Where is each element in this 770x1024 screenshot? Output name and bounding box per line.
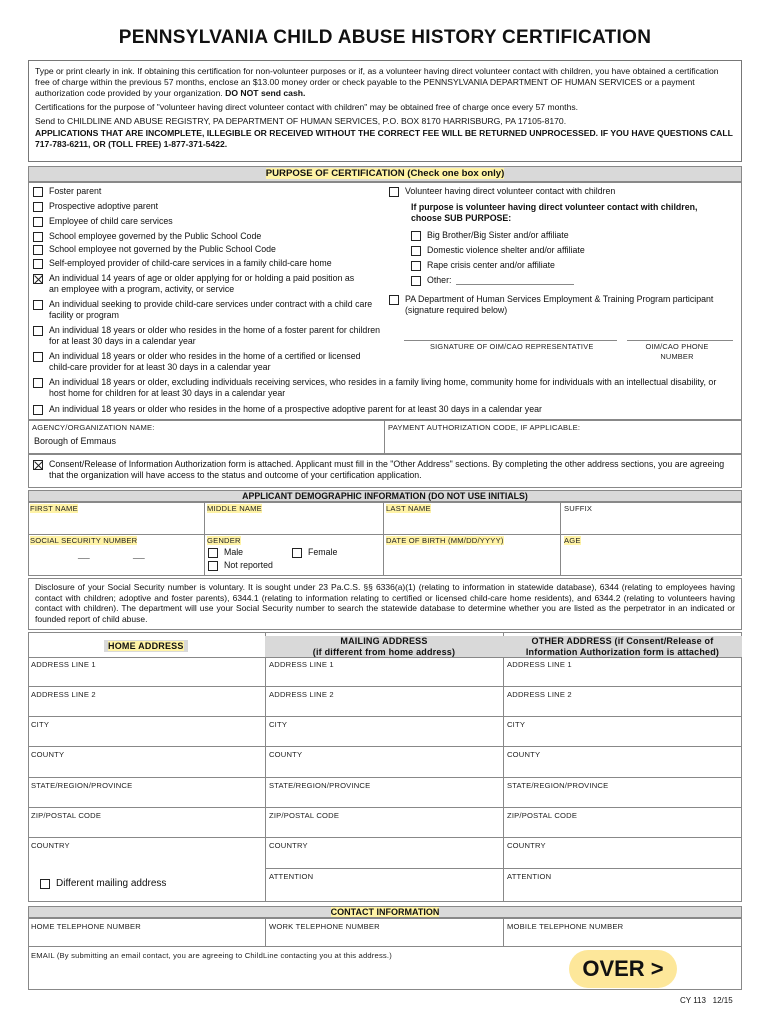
addr-line-f: [28, 807, 742, 808]
other-country[interactable]: COUNTRY: [507, 841, 546, 850]
checkbox[interactable]: [411, 276, 421, 286]
purpose-option-adoptive-resident[interactable]: An individual 18 years or older who resides in the home of a prospective adoptive parent for at least 30 days in a calendar year: [33, 404, 733, 415]
home-address-line-1[interactable]: ADDRESS LINE 1: [31, 660, 96, 669]
other-zip[interactable]: ZIP/POSTAL CODE: [507, 811, 578, 820]
mailing-address-line-2[interactable]: ADDRESS LINE 2: [269, 690, 334, 699]
checkbox[interactable]: [40, 879, 50, 889]
purpose-option-prospective-adoptive[interactable]: Prospective adoptive parent: [33, 201, 383, 212]
mailing-state[interactable]: STATE/REGION/PROVINCE: [269, 781, 371, 790]
checkbox[interactable]: [208, 548, 218, 558]
purpose-option-foster-parent[interactable]: Foster parent: [33, 186, 383, 197]
addr-line-e: [28, 777, 742, 778]
instructions-paragraph-2: Certifications for the purpose of "volunteer having direct volunteer contact with children" may be obtained free of charge once every 57 months.: [35, 102, 579, 112]
contact-col-2: [503, 918, 504, 946]
checkbox[interactable]: [208, 561, 218, 571]
instructions-paragraph-1: Type or print clearly in ink. If obtaining this certification for non-volunteer purposes or if, as a volunteer having direct volunteer contact with children, you have obtained a certification free of charge within the previous 57 months, enclose an $13.00 money order or check payable to the PENNSYLVANIA DEPARTMENT OF HUMAN SERVICES or a payment authorization code provided by your organization. DO NOT send cash.: [35, 66, 719, 98]
purpose-option-foster-resident[interactable]: An individual 18 years or older who resides in the home of a foster parent for children for at least 30 days in a calendar year: [33, 325, 383, 347]
checkbox[interactable]: [389, 187, 399, 197]
home-city[interactable]: CITY: [31, 720, 50, 729]
home-country[interactable]: COUNTRY: [31, 841, 70, 850]
contact-row-divider: [28, 946, 742, 947]
page-title: PENNSYLVANIA CHILD ABUSE HISTORY CERTIFICATION: [118, 27, 652, 48]
gender-male[interactable]: Male: [208, 547, 288, 558]
dob-label: DATE OF BIRTH (MM/DD/YYYY): [386, 536, 504, 545]
ssn-separator-2[interactable]: ___: [133, 552, 145, 559]
address-col-1: [265, 632, 266, 902]
checkbox[interactable]: [33, 217, 43, 227]
home-zip[interactable]: ZIP/POSTAL CODE: [31, 811, 102, 820]
over-indicator: OVER >: [569, 950, 677, 988]
checkbox[interactable]: [33, 232, 43, 242]
addr-line-c: [28, 716, 742, 717]
instructions-paragraph-4: APPLICATIONS THAT ARE INCOMPLETE, ILLEGIBLE OR RECEIVED WITHOUT THE CORRECT FEE WILL BE RETURNED UNPROCESSED. IF YOU HAVE QUESTIONS CALL 717-783-6211, OR (TOLL FREE) 1-877-371-5422.: [35, 128, 733, 149]
addr-line-d: [28, 746, 742, 747]
addr-line-h: [265, 868, 742, 869]
ssn-disclosure: Disclosure of your Social Security number is voluntary. It is sought under 23 Pa.C.S. §§ 6336(a)(1) (relating to information in statewide database), 6344 (relating to employees having contact with children; adoptive and foster parents), 6344.1 (relating to information relating to certified or licensed child-care home residents), and 6344.2 (relating to volunteers having contact with children). The department will use your Social Security number to search the statewide database to determine whether you are listed as the perpetrator in an indicated or founded report of child abuse.: [28, 578, 742, 630]
purpose-option-volunteer[interactable]: Volunteer having direct volunteer contact with children: [389, 186, 729, 197]
other-address-header: OTHER ADDRESS (if Consent/Release of Information Authorization form is attached): [503, 636, 742, 658]
purpose-option-family-living-home[interactable]: An individual 18 years or older, excluding individuals receiving services, who resides in a family living home, community home for individuals with an intellectual disability, or host home for children for at least 30 days in a calendar year: [33, 377, 733, 399]
checkbox[interactable]: [411, 246, 421, 256]
mailing-county[interactable]: COUNTY: [269, 750, 303, 759]
middle-name-label: MIDDLE NAME: [207, 504, 262, 513]
addr-line-b: [28, 686, 742, 687]
demo-col-2: [383, 502, 384, 576]
age-label: AGE: [564, 536, 581, 545]
other-line[interactable]: [456, 284, 574, 285]
oim-phone-label: OIM/CAO PHONE NUMBER: [645, 342, 709, 361]
home-state[interactable]: STATE/REGION/PROVINCE: [31, 781, 133, 790]
mailing-address-line-1[interactable]: ADDRESS LINE 1: [269, 660, 334, 669]
contact-header: CONTACT INFORMATION: [28, 906, 742, 918]
demo-col-3: [560, 502, 561, 576]
purpose-option-school-not-governed[interactable]: School employee not governed by the Public School Code: [33, 244, 383, 255]
form-number: CY 113 12/15: [680, 996, 733, 1005]
gender-label: GENDER: [207, 536, 241, 545]
demographic-row-divider: [28, 534, 742, 535]
last-name-label: LAST NAME: [386, 504, 431, 513]
first-name-label: FIRST NAME: [30, 504, 78, 513]
checkbox[interactable]: [33, 259, 43, 269]
purpose-option-contract-provider[interactable]: An individual seeking to provide child-care services under contract with a child care facility or program: [33, 299, 383, 321]
purpose-option-child-care-employee[interactable]: Employee of child care services: [33, 216, 383, 227]
demographic-header: APPLICANT DEMOGRAPHIC INFORMATION (DO NOT USE INITIALS): [28, 490, 742, 502]
email-label[interactable]: EMAIL (By submitting an email contact, you are agreeing to ChildLine contacting you at this address.): [31, 951, 392, 960]
home-address-header: HOME ADDRESS: [104, 640, 188, 652]
checkbox[interactable]: [389, 295, 399, 305]
checkbox[interactable]: [33, 202, 43, 212]
instructions-paragraph-3: Send to CHILDLINE AND ABUSE REGISTRY, PA DEPARTMENT OF HUMAN SERVICES, P.O. BOX 8170 HARRISBURG, PA 17105-8170.: [35, 116, 567, 126]
home-county[interactable]: COUNTY: [31, 750, 65, 759]
checkbox-checked[interactable]: [33, 460, 43, 470]
home-address-line-2[interactable]: ADDRESS LINE 2: [31, 690, 96, 699]
other-address-line-1[interactable]: ADDRESS LINE 1: [507, 660, 572, 669]
purpose-option-pa-dhs[interactable]: PA Department of Human Services Employment & Training Program participant (signature required below): [389, 294, 734, 316]
sub-purpose-heading: If purpose is volunteer having direct volunteer contact with children, choose SUB PURPOSE:: [411, 202, 698, 223]
address-section: [28, 632, 742, 902]
agency-name-field[interactable]: Borough of Emmaus: [34, 436, 117, 446]
checkbox[interactable]: [33, 187, 43, 197]
other-city[interactable]: CITY: [507, 720, 526, 729]
gender-female[interactable]: Female: [292, 547, 372, 558]
sub-purpose-big-brother[interactable]: Big Brother/Big Sister and/or affiliate: [411, 230, 731, 241]
instructions-box: [28, 60, 742, 162]
signature-line[interactable]: [404, 340, 617, 341]
purpose-option-school-governed[interactable]: School employee governed by the Public School Code: [33, 231, 383, 242]
purpose-header: PURPOSE OF CERTIFICATION (Check one box only): [28, 166, 742, 182]
consent-option[interactable]: Consent/Release of Information Authorization form is attached. Applicant must fill in the "Other Address" sections. By completing the other address sections, you are agreeing that the organization will have access to the status and outcome of your certification application.: [33, 459, 733, 481]
purpose-option-certified-resident[interactable]: An individual 18 years or older who resides in the home of a certified or licensed child-care provider for at least 30 days in a calendar year: [33, 351, 378, 373]
addr-line-a: [28, 657, 742, 658]
sub-purpose-domestic-violence[interactable]: Domestic violence shelter and/or affiliate: [411, 245, 731, 256]
checkbox[interactable]: [33, 326, 43, 336]
ssn-separator-1[interactable]: ___: [78, 552, 90, 559]
other-address-line-2[interactable]: ADDRESS LINE 2: [507, 690, 572, 699]
mailing-address-header: MAILING ADDRESS (if different from home address): [265, 636, 503, 658]
signature-label: SIGNATURE OF OIM/CAO REPRESENTATIVE: [430, 342, 594, 351]
purpose-option-paid-position[interactable]: An individual 14 years of age or older applying for or holding a paid position as an employee with a program, activity, or service: [33, 273, 363, 295]
checkbox[interactable]: [33, 300, 43, 310]
different-mailing-option[interactable]: Different mailing address: [40, 878, 240, 889]
checkbox[interactable]: [33, 245, 43, 255]
address-col-2: [503, 632, 504, 902]
phone-line[interactable]: [627, 340, 733, 341]
other-state[interactable]: STATE/REGION/PROVINCE: [507, 781, 609, 790]
checkbox[interactable]: [33, 352, 43, 362]
agency-label: AGENCY/ORGANIZATION NAME:: [32, 423, 155, 432]
work-phone-label[interactable]: WORK TELEPHONE NUMBER: [269, 922, 380, 931]
other-county[interactable]: COUNTY: [507, 750, 541, 759]
gender-not-reported[interactable]: Not reported: [208, 560, 308, 571]
addr-line-g: [28, 837, 742, 838]
checkbox[interactable]: [33, 378, 43, 388]
checkbox[interactable]: [33, 405, 43, 415]
mailing-zip[interactable]: ZIP/POSTAL CODE: [269, 811, 340, 820]
purpose-option-self-employed[interactable]: Self-employed provider of child-care services in a family child-care home: [33, 258, 383, 269]
agency-divider: [384, 420, 385, 454]
checkbox[interactable]: [411, 261, 421, 271]
ssn-label: SOCIAL SECURITY NUMBER: [30, 536, 138, 545]
mobile-phone-label[interactable]: MOBILE TELEPHONE NUMBER: [507, 922, 624, 931]
checkbox[interactable]: [292, 548, 302, 558]
sub-purpose-rape-crisis[interactable]: Rape crisis center and/or affiliate: [411, 260, 731, 271]
other-attention[interactable]: ATTENTION: [507, 872, 552, 881]
sub-purpose-other[interactable]: Other:: [411, 275, 491, 286]
home-phone-label[interactable]: HOME TELEPHONE NUMBER: [31, 922, 141, 931]
contact-col-1: [265, 918, 266, 946]
suffix-label: SUFFIX: [564, 504, 593, 513]
mailing-country[interactable]: COUNTRY: [269, 841, 308, 850]
demo-col-1: [204, 502, 205, 576]
mailing-attention[interactable]: ATTENTION: [269, 872, 314, 881]
payment-code-label: PAYMENT AUTHORIZATION CODE, IF APPLICABLE:: [388, 423, 581, 432]
mailing-city[interactable]: CITY: [269, 720, 288, 729]
checkbox[interactable]: [411, 231, 421, 241]
checkbox-checked[interactable]: [33, 274, 43, 284]
